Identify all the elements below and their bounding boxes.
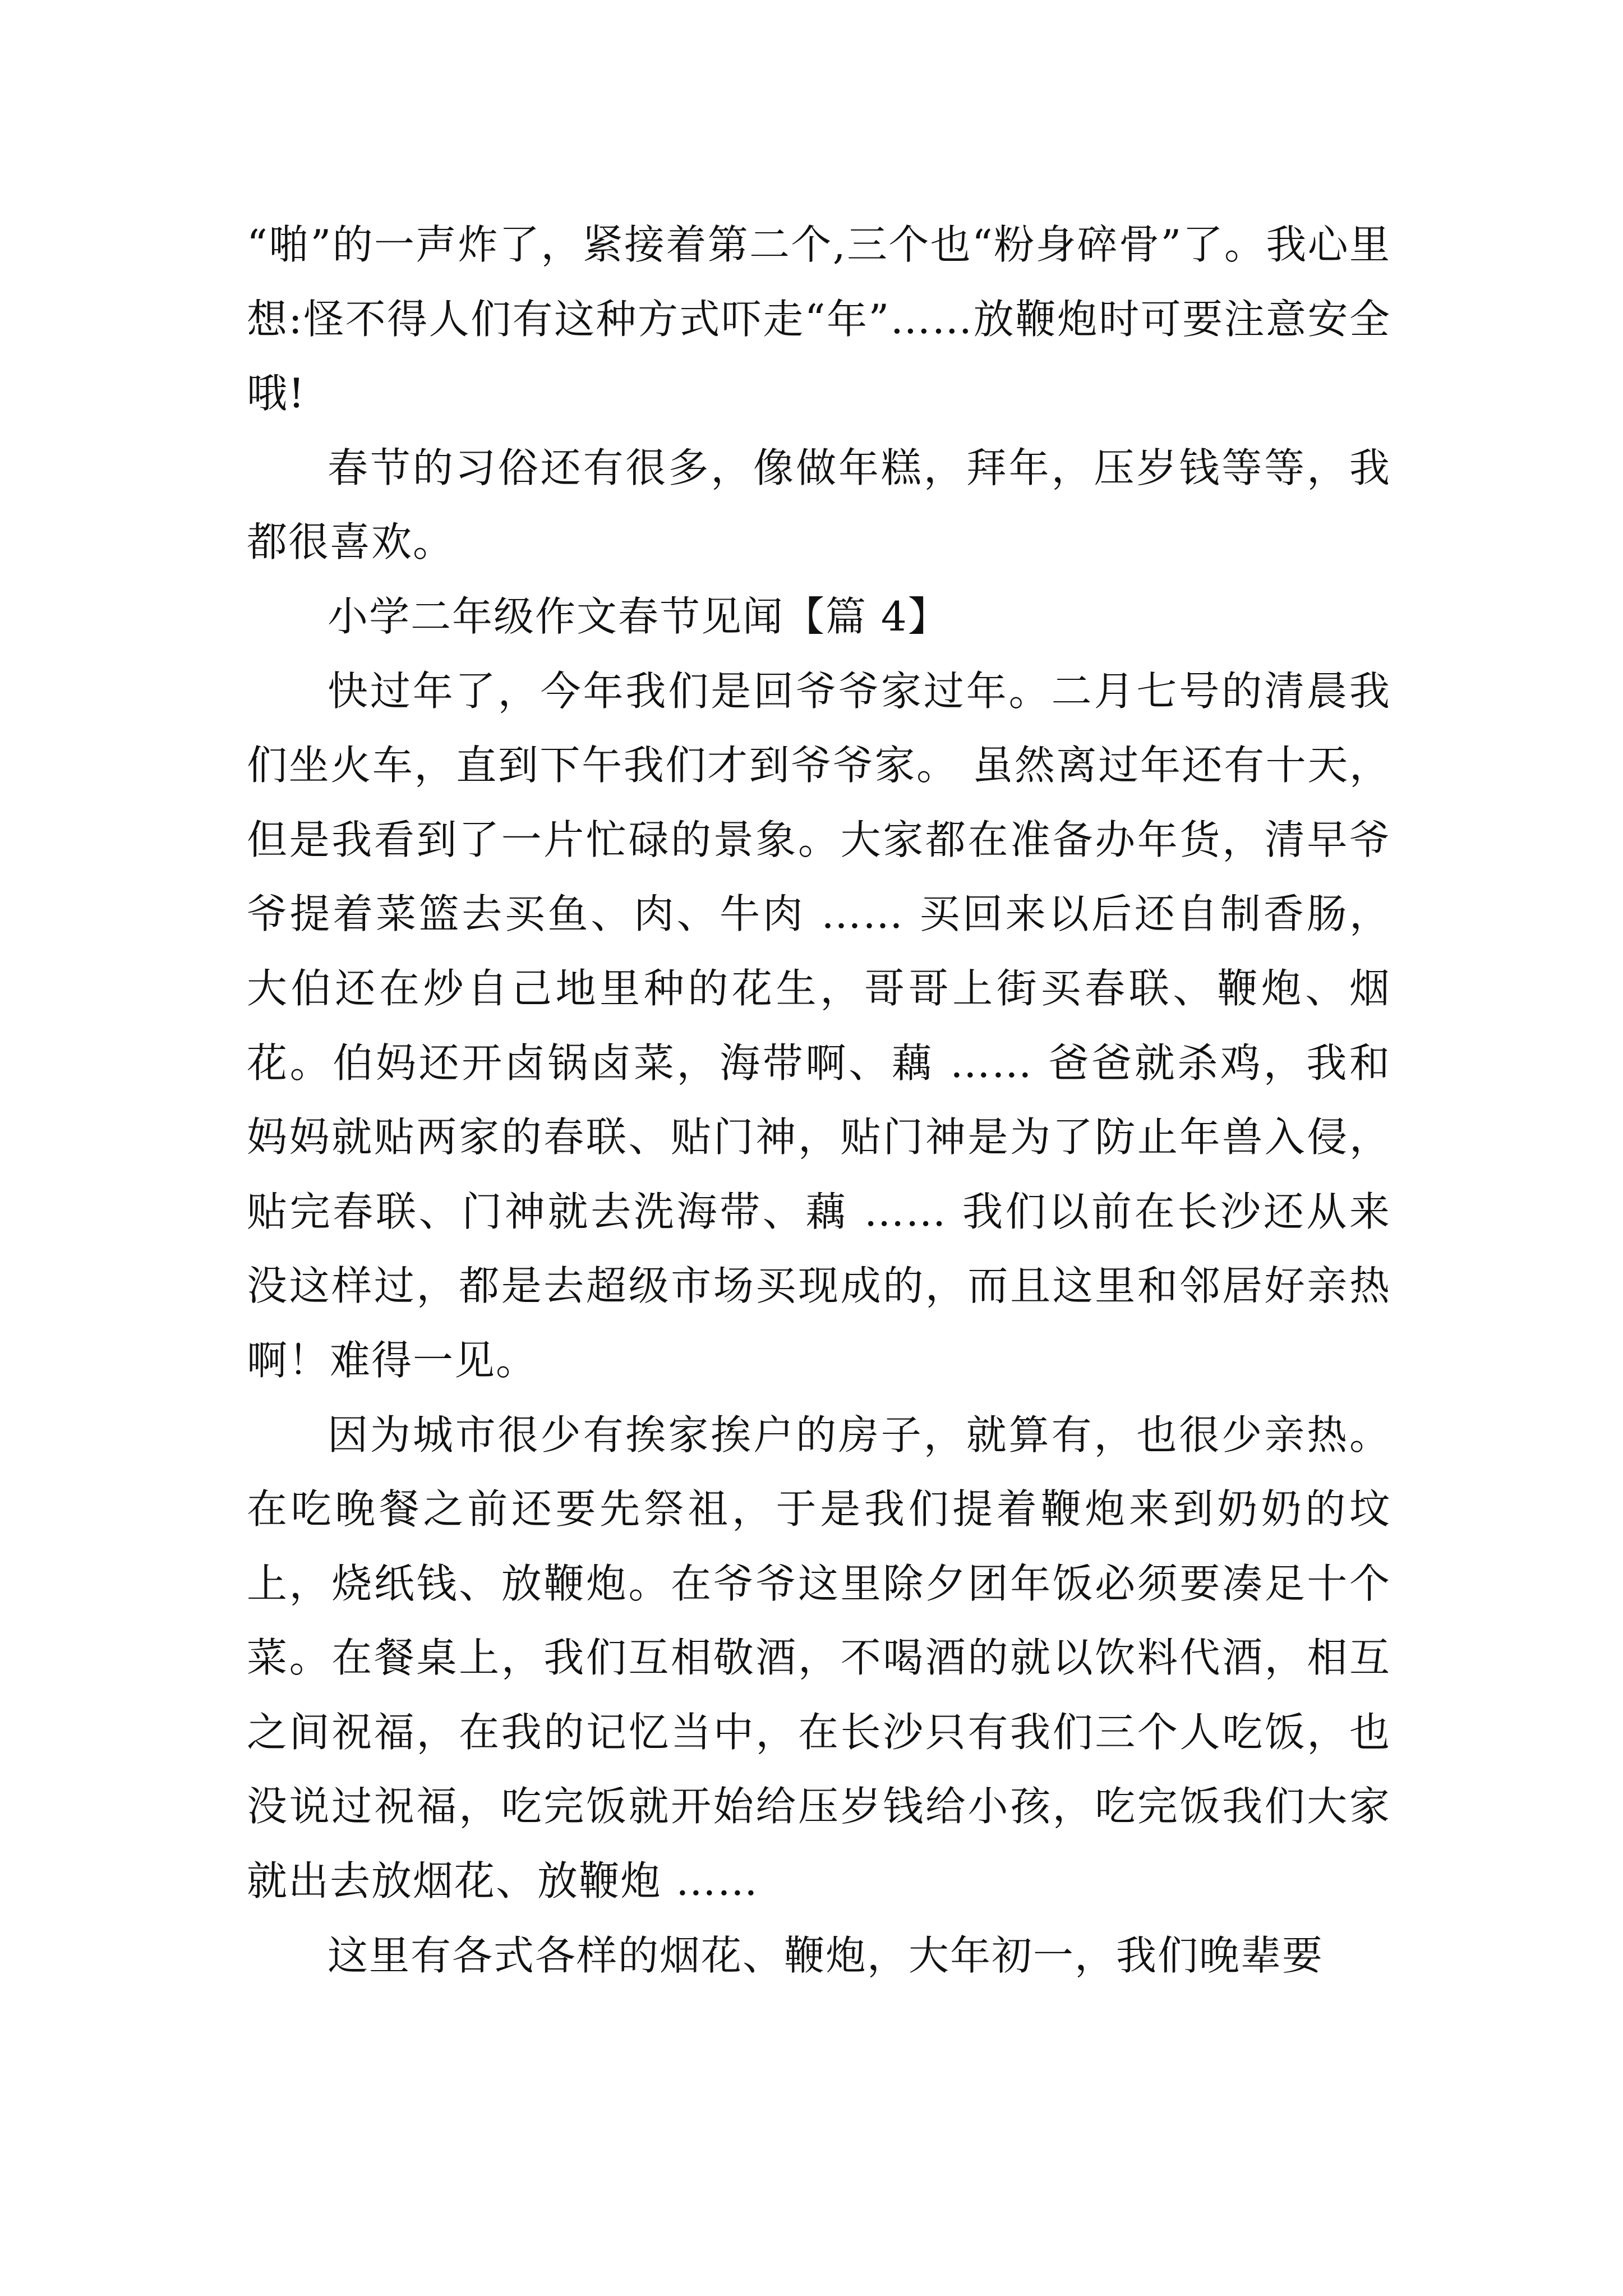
paragraph-3: 快过年了，今年我们是回爷爷家过年。二月七号的清晨我们坐火车，直到下午我们才到爷爷家。 虽然离过年还有十天，但是我看到了一片忙碌的景象。大家都在准备办年货，清早爷爷提着菜篮去买鱼、肉、牛肉 …… 买回来以后还自制香肠，大伯还在炒自己地里种的花生，哥哥上街买春联、鞭炮、烟花。伯妈还开卤锅卤菜，海带啊、藕 …… 爸爸就杀鸡，我和妈妈就贴两家的春联、贴门神，贴门神是为了防止年兽入侵，贴完春联、门神就去洗海带、藕 …… 我们以前在长沙还从来没这样过，都是去超级市场买现成的，而且这里和邻居好亲热啊！难得一见。 <box>247 667 1391 1384</box>
article-body <box>247 208 1391 1993</box>
paragraph-1: “啪”的一声炸了，紧接着第二个,三个也“粉身碎骨”了。我心里想:怪不得人们有这种方式吓走“年”……放鞭炮时可要注意安全哦! <box>247 221 1391 417</box>
section-heading: 小学二年级作文春节见闻【篇 4】 <box>328 592 949 640</box>
paragraph-2: 春节的习俗还有很多，像做年糕，拜年，压岁钱等等，我都很喜欢。 <box>247 444 1391 566</box>
paragraph-4: 因为城市很少有挨家挨户的房子，就算有，也很少亲热。在吃晚餐之前还要先祭祖，于是我们提着鞭炮来到奶奶的坟上，烧纸钱、放鞭炮。在爷爷这里除夕团年饭必须要凑足十个菜。在餐桌上，我们互相敬酒，不喝酒的就以饮料代酒，相互之间祝福，在我的记忆当中，在长沙只有我们三个人吃饭，也没说过祝福，吃完饭就开始给压岁钱给小孩，吃完饭我们大家就出去放烟花、放鞭炮 …… <box>247 1411 1391 1905</box>
paragraph-5: 这里有各式各样的烟花、鞭炮，大年初一，我们晚辈要 <box>328 1931 1324 1979</box>
